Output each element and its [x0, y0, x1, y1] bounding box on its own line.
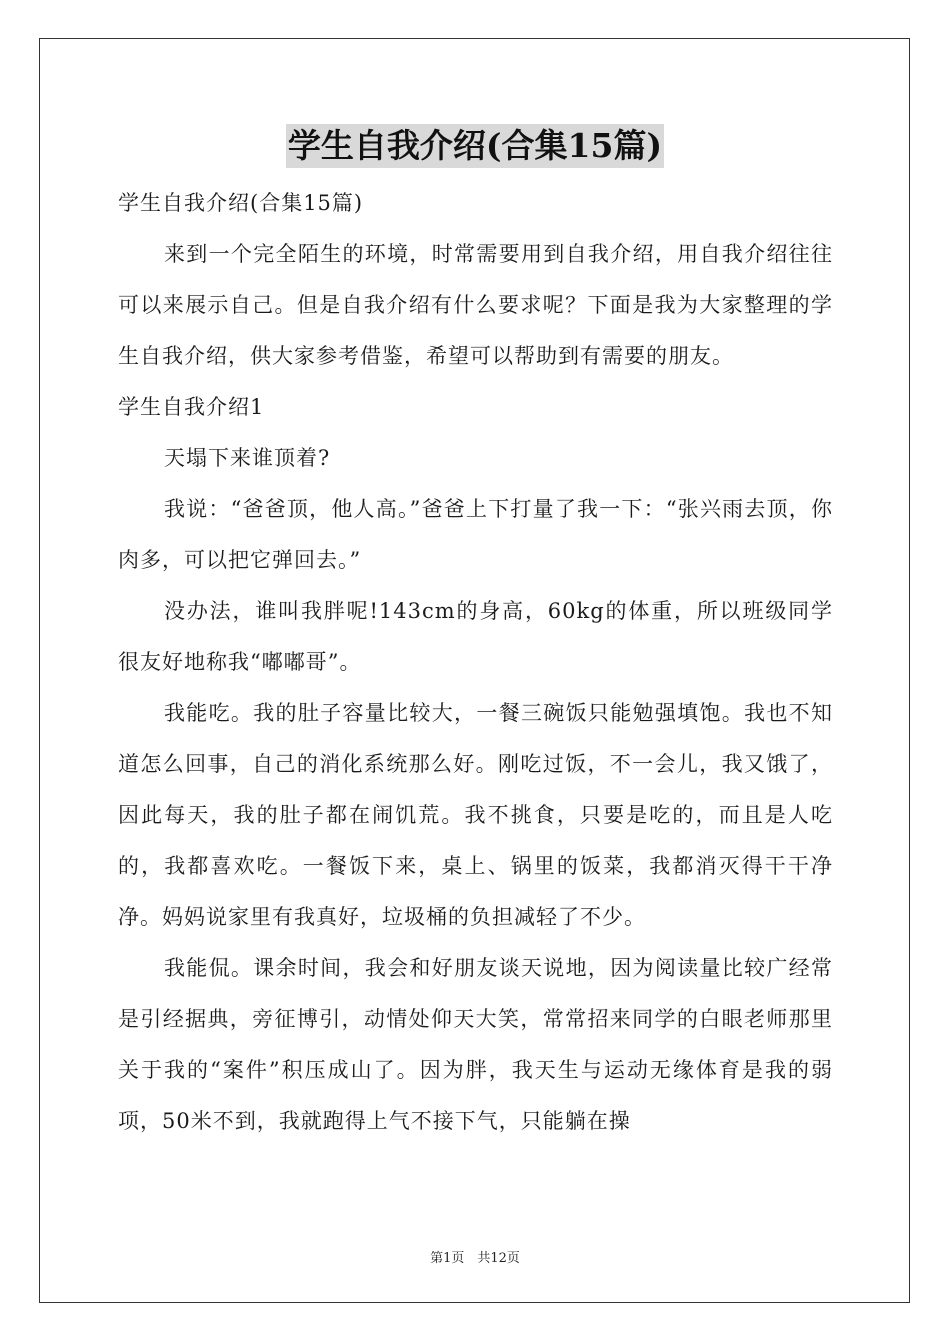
document-subtitle: 学生自我介绍(合集15篇): [118, 191, 364, 215]
body-paragraph: 我能吃。我的肚子容量比较大，一餐三碗饭只能勉强填饱。我也不知道怎么回事，自己的消化系统那么好。刚吃过饭，不一会儿，我又饿了，因此每天，我的肚子都在闹饥荒。我不挑食，只要是吃的，而且是人吃的，我都喜欢吃。一餐饭下来，桌上、锅里的饭菜，我都消灭得干干净净。妈妈说家里有我真好，垃圾桶的负担减轻了不少。: [118, 701, 833, 929]
body-paragraph: 没办法，谁叫我胖呢!143cm的身高，60kg的体重，所以班级同学很友好地称我“嘟嘟哥”。: [118, 599, 833, 674]
document-title: 学生自我介绍(合集15篇): [286, 124, 664, 168]
body-paragraph: 天塌下来谁顶着?: [164, 446, 331, 470]
body-paragraph: 我说：“爸爸顶，他人高。”爸爸上下打量了我一下：“张兴雨去顶，你肉多，可以把它弹回去。”: [118, 497, 833, 572]
body-paragraph: 我能侃。课余时间，我会和好朋友谈天说地，因为阅读量比较广经常是引经据典，旁征博引，动情处仰天大笑，常常招来同学的白眼老师那里关于我的“案件”积压成山了。因为胖，我天生与运动无缘体育是我的弱项，50米不到，我就跑得上气不接下气，只能躺在操: [118, 956, 833, 1133]
title-container: [0, 124, 950, 168]
body-paragraph: 来到一个完全陌生的环境，时常需要用到自我介绍，用自我介绍往往可以来展示自己。但是自我介绍有什么要求呢？下面是我为大家整理的学生自我介绍，供大家参考借鉴，希望可以帮助到有需要的朋友。: [118, 242, 833, 368]
section-heading: 学生自我介绍1: [118, 395, 265, 419]
document-body: [118, 178, 833, 1147]
page-footer: 第1页 共12页: [430, 1251, 520, 1266]
